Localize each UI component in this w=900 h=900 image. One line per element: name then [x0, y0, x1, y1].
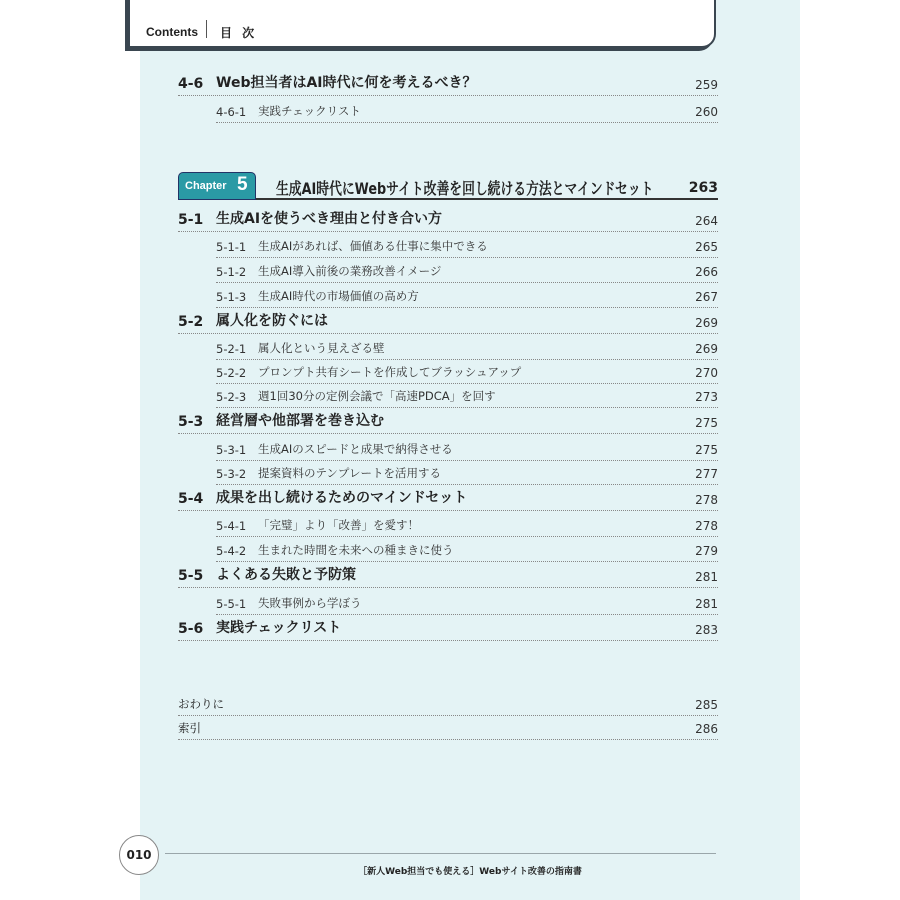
entry-page: 278: [695, 493, 718, 507]
entry-title: 生成AIを使うべき理由と付き合い方: [216, 211, 443, 227]
toc-entry[interactable]: [178, 619, 718, 641]
toc-entry[interactable]: [216, 386, 718, 408]
toc-entry[interactable]: [178, 566, 718, 588]
entry-number: 4-6-1: [216, 105, 247, 119]
entry-page: 273: [695, 390, 718, 404]
chapter-number: 5: [237, 174, 248, 195]
toc-entry[interactable]: [216, 439, 718, 461]
entry-number: 5-1-1: [216, 240, 247, 254]
entry-number: 5-3-1: [216, 443, 247, 457]
entry-page: 265: [695, 240, 718, 254]
chapter-label: Chapter: [185, 180, 227, 192]
entry-page: 267: [695, 290, 718, 304]
toc-entry[interactable]: [216, 593, 718, 615]
chapter-page: 263: [688, 180, 718, 196]
entry-page: 269: [695, 342, 718, 356]
entry-number: 5-4-1: [216, 519, 247, 533]
entry-page: 281: [695, 597, 718, 611]
entry-page: 286: [695, 722, 718, 736]
entry-number: 5-2: [178, 314, 204, 330]
entry-page: 266: [695, 265, 718, 279]
entry-title: 生成AIのスピードと成果で納得させる: [258, 442, 453, 456]
entry-title: 失敗事例から学ぼう: [258, 596, 362, 610]
entry-number: 索引: [178, 721, 201, 735]
toc-entry[interactable]: [216, 338, 718, 360]
toc-entry[interactable]: [178, 412, 718, 434]
entry-number: 5-4: [178, 491, 204, 507]
entry-page: 278: [695, 519, 718, 533]
footer-rule: [165, 853, 716, 854]
entry-title: 実践チェックリスト: [258, 104, 361, 118]
entry-title: 「完璧」より「改善」を愛す！: [258, 518, 419, 532]
entry-number: おわりに: [178, 697, 224, 711]
toc-entry[interactable]: [178, 74, 718, 96]
entry-number: 5-1-2: [216, 265, 247, 279]
entry-title: 生まれた時間を未来への種まきに使う: [258, 543, 454, 557]
entry-title: Web担当者はAI時代に何を考えるべき？: [216, 75, 477, 91]
entry-number: 5-1-3: [216, 290, 247, 304]
entry-number: 5-2-1: [216, 342, 247, 356]
footer-book-title: ［新人Web担当でも使える］Webサイト改善の指南書: [358, 867, 582, 877]
chapter-title: 生成AI時代にWebサイト改善を回し続ける方法とマインドセット: [276, 179, 654, 198]
entry-number: 5-3-2: [216, 467, 247, 481]
toc-entry[interactable]: [178, 489, 718, 511]
entry-page: 275: [695, 443, 718, 457]
entry-title: プロンプト共有シートを作成してブラッシュアップ: [258, 365, 522, 379]
chapter-badge: [178, 172, 256, 200]
toc-entry[interactable]: [216, 515, 718, 537]
toc-entry[interactable]: [216, 101, 718, 123]
toc-entry[interactable]: [178, 312, 718, 334]
entry-title: 生成AI導入前後の業務改善イメージ: [258, 264, 442, 278]
entry-page: 275: [695, 416, 718, 430]
entry-title: 成果を出し続けるためのマインドセット: [216, 490, 468, 506]
entry-title: 提案資料のテンプレートを活用する: [258, 466, 441, 480]
entry-page: 260: [695, 105, 718, 119]
entry-number: 5-2-3: [216, 390, 247, 404]
header-divider: [206, 20, 207, 38]
entry-title: 生成AI時代の市場価値の高め方: [258, 289, 419, 303]
entry-number: 4-6: [178, 76, 204, 92]
entry-page: 279: [695, 544, 718, 558]
entry-title: 経営層や他部署を巻き込む: [216, 413, 384, 429]
toc-entry[interactable]: [216, 540, 718, 562]
entry-title: 生成AIがあれば、価値ある仕事に集中できる: [258, 239, 488, 253]
toc-entry[interactable]: [216, 236, 718, 258]
entry-title: 実践チェックリスト: [216, 620, 342, 636]
entry-title: 属人化を防ぐには: [216, 313, 328, 329]
entry-page: 283: [695, 623, 718, 637]
toc-entry[interactable]: [178, 210, 718, 232]
toc-entry[interactable]: [178, 718, 718, 740]
entry-number: 5-5-1: [216, 597, 247, 611]
toc-entry[interactable]: [178, 694, 718, 716]
header-title: 目 次: [220, 26, 258, 40]
entry-number: 5-6: [178, 621, 204, 637]
entry-page: 277: [695, 467, 718, 481]
entry-number: 5-5: [178, 568, 204, 584]
entry-page: 264: [695, 214, 718, 228]
entry-title: 属人化という見えざる壁: [258, 341, 385, 355]
entry-page: 269: [695, 316, 718, 330]
entry-number: 5-1: [178, 212, 204, 228]
toc-entry[interactable]: [216, 286, 718, 308]
entry-page: 270: [695, 366, 718, 380]
toc-entry[interactable]: [216, 362, 718, 384]
entry-number: 5-3: [178, 414, 204, 430]
entry-title: 週1回30分の定例会議で「高速PDCA」を回す: [258, 389, 496, 403]
entry-page: 259: [695, 78, 718, 92]
header-box: [128, 0, 716, 48]
toc-entry[interactable]: [216, 261, 718, 283]
chapter-heading[interactable]: [178, 172, 718, 200]
header-contents-label: Contents: [146, 25, 198, 39]
entry-number: 5-4-2: [216, 544, 247, 558]
entry-page: 281: [695, 570, 718, 584]
entry-page: 285: [695, 698, 718, 712]
page-number: 010: [119, 835, 159, 875]
toc-entry[interactable]: [216, 463, 718, 485]
entry-number: 5-2-2: [216, 366, 247, 380]
entry-title: よくある失敗と予防策: [216, 567, 356, 583]
